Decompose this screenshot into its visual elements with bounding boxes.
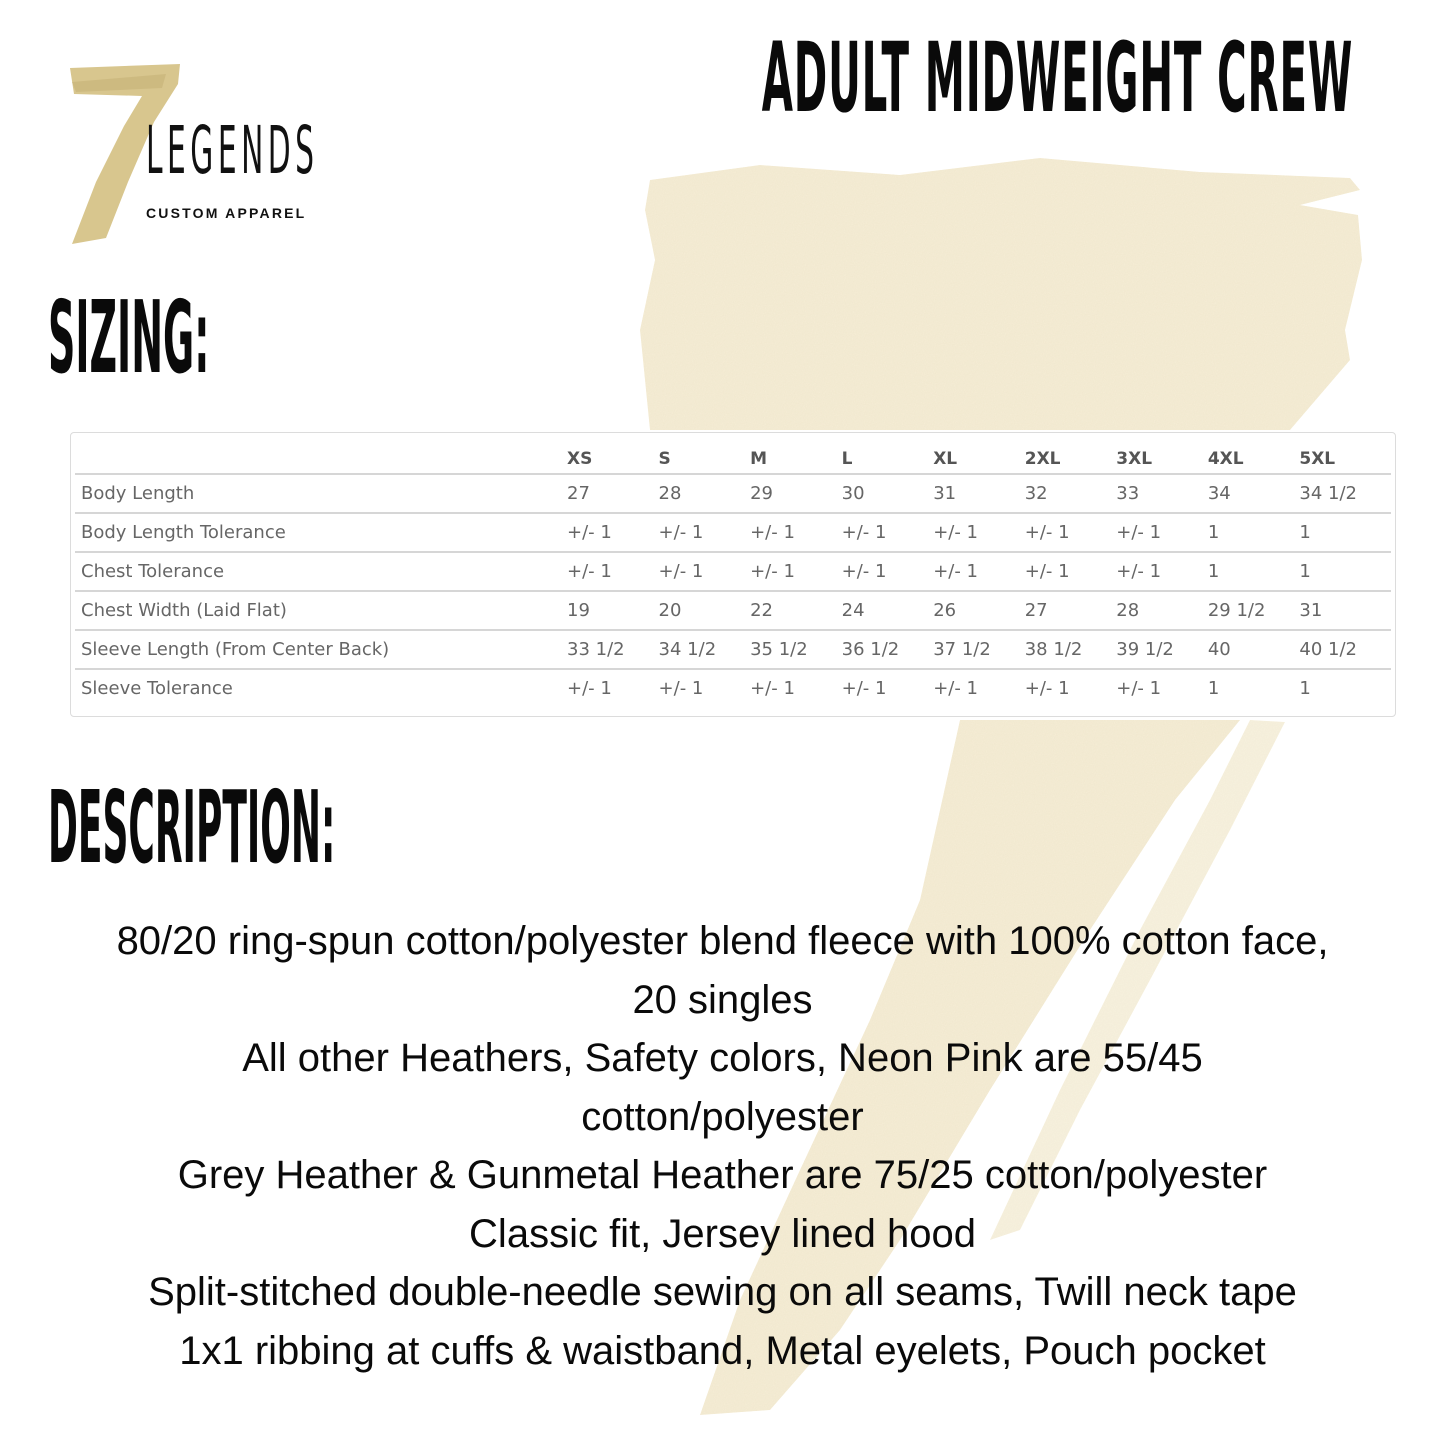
table-cell: +/- 1	[750, 513, 842, 552]
table-cell: 34 1/2	[1299, 474, 1391, 513]
description-line: 80/20 ring-spun cotton/polyester blend fleece with 100% cotton face,	[116, 919, 1329, 963]
table-cell: 22	[750, 591, 842, 630]
table-cell: 27	[1025, 591, 1117, 630]
table-cell: 30	[842, 474, 934, 513]
description-line: Split-stitched double-needle sewing on all seams, Twill neck tape	[148, 1270, 1297, 1314]
table-cell: 27	[567, 474, 659, 513]
table-cell: +/- 1	[750, 678, 795, 699]
size-header: 3XL	[1116, 445, 1208, 474]
table-cell: +/- 1	[659, 552, 751, 591]
table-cell: 31	[1299, 591, 1391, 630]
size-header: 4XL	[1208, 445, 1300, 474]
table-cell: +/- 1	[933, 678, 979, 699]
description-line: 20 singles	[632, 977, 813, 1022]
table-cell: 38 1/2	[1025, 630, 1117, 669]
size-table	[75, 445, 1391, 707]
table-cell: 40	[1208, 630, 1300, 669]
logo-subtitle: CUSTOM APPAREL	[146, 205, 307, 221]
table-cell: +/- 1	[933, 552, 1025, 591]
size-header: 5XL	[1299, 445, 1391, 474]
description-line: Grey Heather & Gunmetal Heather are 75/25 cotton/polyester	[177, 1153, 1268, 1197]
header-blank	[75, 445, 567, 474]
table-cell: 20	[659, 591, 751, 630]
table-cell: 29 1/2	[1208, 591, 1300, 630]
description-body	[40, 912, 1405, 1380]
size-header-row	[75, 445, 1391, 474]
size-header: M	[750, 445, 842, 474]
table-cell: 1	[1208, 552, 1300, 591]
table-cell: 39 1/2	[1116, 630, 1208, 669]
table-cell: 37 1/2	[933, 630, 1025, 669]
table-cell: 1	[1207, 678, 1220, 699]
table-cell: 32	[1025, 474, 1117, 513]
size-header: XL	[933, 445, 1025, 474]
table-cell: +/- 1	[567, 678, 612, 699]
table-cell: 40 1/2	[1299, 630, 1391, 669]
row-label: Sleeve Length (From Center Back)	[75, 630, 567, 669]
table-cell: 1	[1299, 552, 1391, 591]
table-cell: 28	[1116, 591, 1208, 630]
size-chart	[70, 432, 1396, 717]
table-cell: 34 1/2	[659, 630, 751, 669]
description-line: Classic fit, Jersey lined hood	[469, 1211, 976, 1256]
table-cell: +/- 1	[567, 552, 659, 591]
description-line: 1x1 ribbing at cuffs & waistband, Metal eyelets, Pouch pocket	[179, 1328, 1266, 1373]
logo-wordmark: LEGENDS	[146, 112, 319, 189]
table-cell: +/- 1	[933, 513, 1025, 552]
table-cell: 1	[1299, 678, 1311, 699]
table-cell: +/- 1	[658, 678, 704, 699]
table-cell: 19	[567, 591, 659, 630]
table-cell: +/- 1	[841, 678, 887, 699]
table-cell: +/- 1	[1116, 678, 1162, 699]
size-header: 2XL	[1025, 445, 1117, 474]
table-cell: +/- 1	[567, 513, 659, 552]
table-cell: 28	[659, 474, 751, 513]
table-cell: +/- 1	[659, 513, 751, 552]
table-cell: 1	[1299, 513, 1391, 552]
row-label: Body Length Tolerance	[75, 513, 567, 552]
table-cell: +/- 1	[1025, 552, 1117, 591]
table-row	[75, 630, 1391, 669]
row-label: Body Length	[75, 474, 567, 513]
size-header: S	[659, 445, 751, 474]
table-cell: +/- 1	[1116, 513, 1208, 552]
size-header: L	[842, 445, 934, 474]
sizing-heading: SIZING:	[48, 279, 210, 396]
table-cell: +/- 1	[842, 513, 934, 552]
description-line: cotton/polyester	[581, 1094, 864, 1139]
row-label: Sleeve Tolerance	[81, 678, 233, 699]
table-cell: 26	[933, 591, 1025, 630]
size-header: XS	[567, 445, 659, 474]
page-title: ADULT MIDWEIGHT CREW	[761, 22, 1353, 134]
row-label: Chest Tolerance	[75, 552, 567, 591]
table-row	[75, 474, 1391, 513]
table-cell: +/- 1	[1024, 678, 1070, 699]
table-cell: 33 1/2	[567, 630, 659, 669]
table-row	[75, 513, 1391, 552]
table-cell: +/- 1	[842, 552, 934, 591]
table-cell: +/- 1	[750, 552, 842, 591]
table-row	[75, 669, 1391, 707]
table-cell: 35 1/2	[750, 630, 842, 669]
row-label: Chest Width (Laid Flat)	[75, 591, 567, 630]
table-row	[75, 552, 1391, 591]
table-row	[75, 591, 1391, 630]
table-cell: 36 1/2	[842, 630, 934, 669]
table-cell: 34	[1208, 474, 1300, 513]
table-cell: 1	[1208, 513, 1300, 552]
table-cell: 31	[933, 474, 1025, 513]
table-cell: 33	[1116, 474, 1208, 513]
table-cell: +/- 1	[1116, 552, 1208, 591]
table-cell: 24	[842, 591, 934, 630]
table-cell: +/- 1	[1025, 513, 1117, 552]
description-line: All other Heathers, Safety colors, Neon Pink are 55/45	[242, 1036, 1203, 1080]
table-cell: 29	[750, 474, 842, 513]
description-heading: DESCRIPTION:	[48, 769, 336, 886]
